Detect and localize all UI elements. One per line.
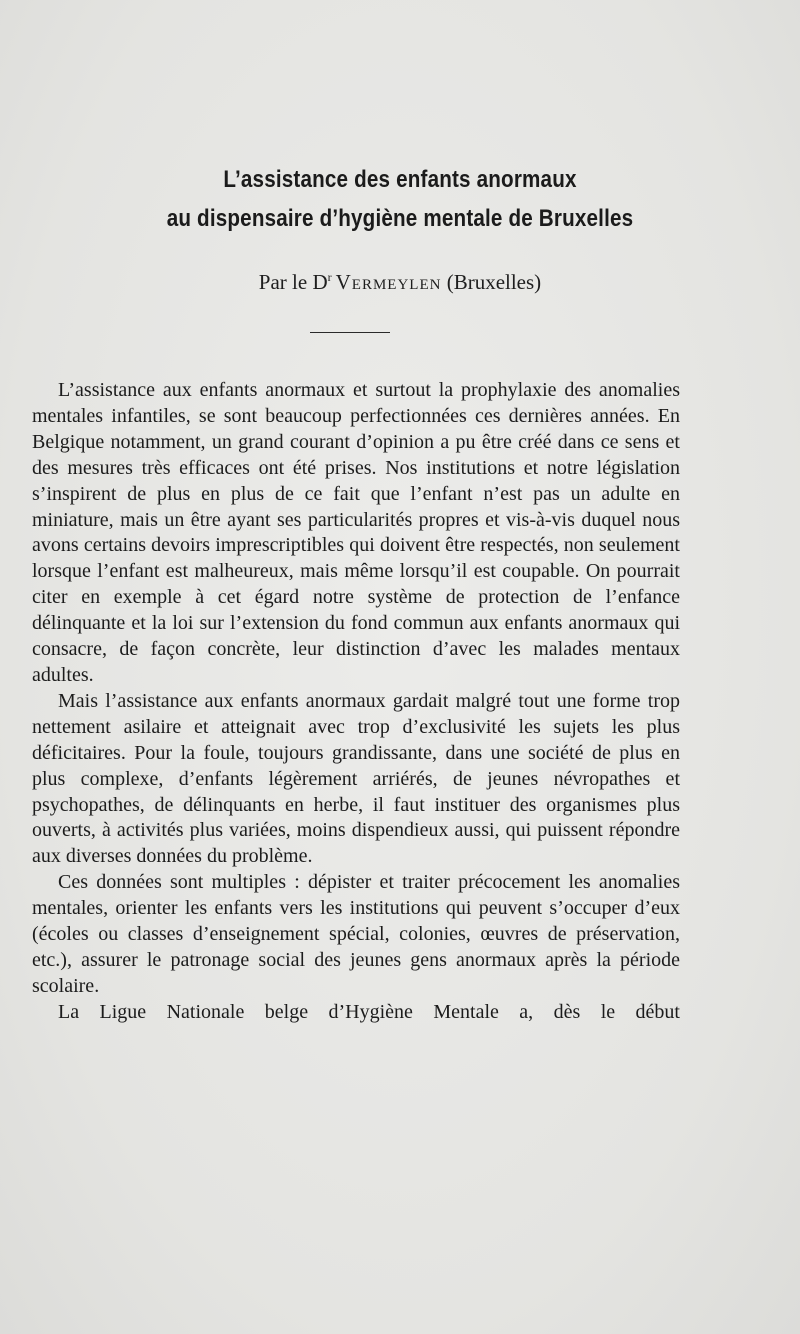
article-body <box>32 378 680 1026</box>
paragraph-2: Mais l’assistance aux enfants anormaux gardait malgré tout une forme trop nettement asilaire et atteignait avec trop d’exclusivité les sujets les plus déficitaires. Pour la foule, toujours grandissante, dans une société de plus en plus complexe, d’enfants légèrement arriérés, de jeunes névropathes et psychopathes, de délinquants en herbe, il faut instituer des organismes plus ouverts, à activités plus variées, moins dispendieux aussi, qui puissent répondre aux diverses données du problème. <box>32 689 680 868</box>
byline-location: (Bruxelles) <box>446 270 542 294</box>
byline <box>50 270 750 295</box>
title-line-1: L’assistance des enfants anormaux <box>223 166 577 193</box>
byline-author: Vermeylen <box>335 270 442 294</box>
paragraph-4: La Ligue Nationale belge d’Hygiène Mentale a, dès le début <box>58 1000 680 1023</box>
paragraph-3: Ces données sont multiples : dépister et traiter précocement les anomalies mentales, orienter les enfants vers les institutions qui peuvent s’occuper d’eux (écoles ou classes d’enseignement spécial, colonies, œuvres de préservation, etc.), assurer le patronage social des jeunes gens anormaux après la période scolaire. <box>32 871 680 997</box>
byline-prefix: Par le D <box>258 270 328 294</box>
byline-title-superscript: r <box>327 270 332 284</box>
title-line-2: au dispensaire d’hygiène mentale de Bruxelles <box>166 205 634 232</box>
paragraph-1: L’assistance aux enfants anormaux et surtout la prophylaxie des anomalies mentales infantiles, se sont beaucoup perfectionnées ces dernières années. En Belgique notamment, un grand courant d’opinion a pu être créé dans ce sens et des mesures très efficaces ont été prises. Nos institutions et notre législation s’inspirent de plus en plus de ce fait que l’enfant n’est pas un adulte en miniature, mais un être ayant ses particularités propres et vis-à-vis duquel nous avons certains devoirs imprescriptibles qui doivent être respectés, non seulement lorsque l’enfant est malheureux, mais même lorsqu’il est coupable. On pourrait citer en exemple à cet égard notre système de protection de l’enfance délinquante et la loi sur l’extension du fond commun aux enfants anormaux qui consacre, de façon concrète, leur distinction d’avec les malades mentaux adultes. <box>32 379 680 686</box>
title-separator-rule <box>310 332 390 333</box>
